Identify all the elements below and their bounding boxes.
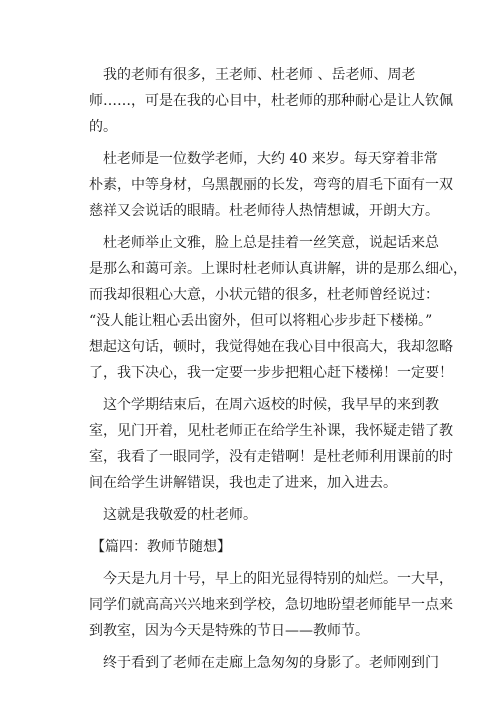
text-line: 终于看到了老师在走廊上急匆匆的身影了。老师刚到门	[103, 655, 439, 671]
text-line: 今天是九月十号，早上的阳光显得特别的灿烂。一大早，	[103, 571, 453, 587]
text-line: 到教室，因为今天是特殊的节日——教师节。	[89, 623, 369, 639]
section-heading: 【篇四：教师节随想】	[91, 539, 231, 555]
text-line: 我的老师有很多，王老师、杜老师 、岳老师、周老	[103, 67, 416, 83]
text-line: 间在给学生讲解错误，我也走了进来，加入进去。	[89, 475, 397, 491]
text-line: 杜老师举止文雅，脸上总是挂着一丝笑意，说起话来总	[103, 235, 439, 251]
text-line: 杜老师是一位数学老师，大约 40 来岁。每天穿着非常	[103, 151, 438, 167]
paragraph-6	[89, 566, 453, 644]
text-line: 室，见门开着，见杜老师正在给学生补课，我怀疑走错了教	[89, 423, 453, 439]
text-line: 的。	[89, 119, 117, 135]
text-line: 同学们就高高兴兴地来到学校，急切地盼望老师能早一点来	[89, 597, 453, 613]
text-line: 朴素，中等身材，乌黑靓丽的长发，弯弯的眉毛下面有一双	[89, 177, 453, 193]
text-line: 了，我下决心，我一定要一步步把粗心赶下楼梯！一定要！	[89, 365, 453, 381]
paragraph-4	[89, 392, 453, 496]
paragraph-3	[89, 230, 467, 386]
text-line: 这就是我敬爱的杜老师。	[103, 507, 257, 523]
paragraph-2	[89, 146, 453, 224]
text-line: 慈祥又会说话的眼睛。杜老师待人热情想诚，开朗大方。	[89, 203, 439, 219]
text-line: 是那么和蔼可亲。上课时杜老师认真讲解，讲的是那么细心，	[89, 261, 467, 277]
text-line: 师……，可是在我的心目中，杜老师的那种耐心是让人钦佩	[89, 93, 453, 109]
text-line: 而我却很粗心大意，小状元错的很多，杜老师曾经说过：	[89, 287, 439, 303]
text-line: 这个学期结束后，在周六返校的时候，我早早的来到教	[103, 397, 439, 413]
text-line: 室，我看了一眼同学，没有走错啊！是杜老师利用课前的时	[89, 449, 453, 465]
text-line: “没人能让粗心丢出窗外，但可以将粗心步步赶下楼梯。”	[89, 313, 433, 329]
document-body	[89, 62, 467, 682]
text-line: 想起这句话，顿时，我觉得她在我心目中很高大，我却忽略	[89, 339, 453, 355]
paragraph-7	[103, 650, 439, 676]
paragraph-5	[103, 502, 433, 528]
paragraph-1	[89, 62, 453, 140]
